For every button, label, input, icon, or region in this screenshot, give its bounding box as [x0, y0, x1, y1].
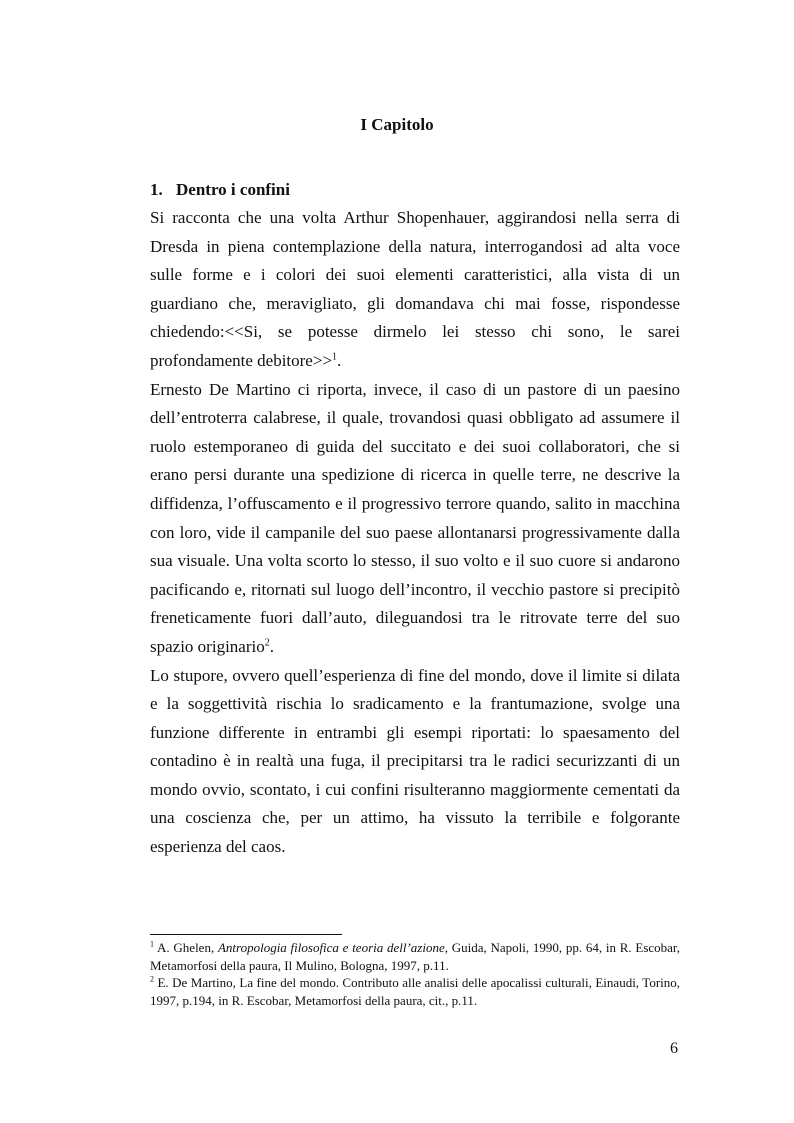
paragraph-tail: .	[269, 636, 274, 656]
section-number: 1.	[150, 180, 163, 199]
paragraph-tail: .	[337, 350, 342, 370]
section-title: Dentro i confini	[176, 180, 290, 199]
section-heading	[150, 180, 290, 200]
footnote-separator	[150, 934, 342, 935]
chapter-title: I Capitolo	[360, 115, 434, 134]
paragraph-2	[150, 376, 680, 662]
footnote-prefix: A. Ghelen,	[157, 940, 218, 955]
footnote-book-title: Antropologia filosofica e teoria dell’azione,	[217, 940, 449, 955]
body-text	[150, 204, 680, 862]
paragraph-text: Lo stupore, ovvero quell’esperienza di fine del mondo, dove il limite si dilata e la soggettività rischia lo sradicamento e la frantumazione, svolge una funzione differente in entrambi gli esempi riportati: lo spaesamento del contadino è in realtà una fuga, il precipitarsi tra le radici securizzanti di un mondo ovvio, scontato, i cui confini risulteranno maggiormente cementati da una coscienza che, per un attimo, ha vissuto la terribile e folgorante esperienza del caos.	[150, 665, 680, 857]
footnote-reference: 2	[264, 637, 270, 649]
paragraph-text: Si racconta che una volta Arthur Shopenhauer, aggirandosi nella serra di Dresda in piena contemplazione della natura, interrogandosi ad alta voce sulle forme e i colori dei suoi elementi caratteristici, alla vista di un guardiano che, meravigliato, gli domandava chi mai fosse, rispondesse chiedendo:<<Si, se potesse dirmelo lei stesso chi sono, le sarei profondamente debitore>>	[150, 208, 680, 370]
page-number: 6	[670, 1040, 678, 1057]
footnote-reference: 1	[332, 351, 338, 363]
footnote-1	[150, 939, 680, 974]
paragraph-text: Ernesto De Martino ci riporta, invece, il caso di un pastore di un paesino dell’entroterra calabrese, il quale, trovandosi quasi obbligato ad assumere il ruolo estemporaneo di guida del succitato e dei suoi collaboratori, che si erano persi durante una spedizione di ricerca in quelle terre, ne descrive la diffidenza, l’offuscamento e il progressivo terrore quando, salito in macchina con loro, vide il campanile del suo paese allontanarsi progressivamente dalla sua visuale. Una volta scorto lo stesso, il suo volto e il suo cuore si andarono pacificando e, ritornati sul luogo dell’incontro, il vecchio pastore si precipitò freneticamente fuori dall’auto, dileguandosi tra le ritrovate terre del suo spazio originario	[150, 379, 680, 656]
paragraph-1	[150, 204, 680, 376]
footnote-number: 2	[150, 974, 154, 984]
footnote-2	[150, 974, 680, 1009]
footnote-text: E. De Martino, La fine del mondo. Contributo alle analisi delle apocalissi culturali, Einaudi, Torino, 1997, p.194, in R. Escobar, Metamorfosi della paura, cit., p.11.	[150, 975, 681, 1008]
footnotes	[150, 939, 680, 1009]
footnote-number: 1	[150, 939, 154, 949]
paragraph-3	[150, 662, 680, 862]
footnote-rest: Guida, Napoli, 1990, pp. 64, in R. Escobar, Metamorfosi della paura, Il Mulino, Bologna, 1997, p.11.	[150, 940, 680, 973]
